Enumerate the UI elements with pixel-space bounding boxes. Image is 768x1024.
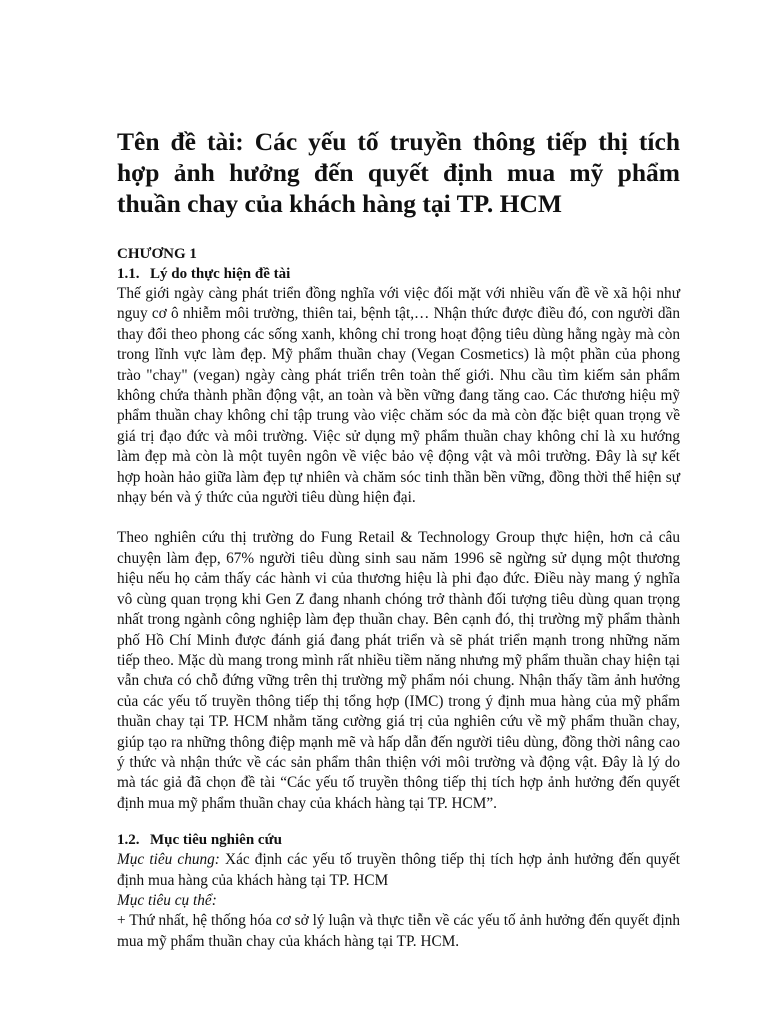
section-heading-1-2 [117,830,680,850]
specific-objective-item: + Thứ nhất, hệ thống hóa cơ sở lý luận và thực tiễn về các yếu tố ảnh hưởng đến quyết định mua mỹ phẩm thuần chay của khách hàng tại TP. HCM. [117,912,680,950]
section-title: Mục tiêu nghiên cứu [150,832,282,849]
general-objective [117,850,680,891]
chapter-heading: CHƯƠNG 1 [117,246,197,262]
paragraph: Theo nghiên cứu thị trường do Fung Retail & Technology Group thực hiện, hơn cả câu chuyện làm đẹp, 67% người tiêu dùng sinh sau năm 1996 sẽ ngừng sử dụng một thương hiệu nếu họ cảm thấy các hành vi của thương hiệu là phi đạo đức. Điều này mang ý nghĩa vô cùng quan trọng khi Gen Z đang nhanh chóng trở thành đối tượng tiêu dùng quan trọng nhất trong ngành công nghiệp làm đẹp thuần chay. Bên cạnh đó, thị trường mỹ phẩm thành phố Hồ Chí Minh được đánh giá đang phát triển và sẽ phát triển mạnh trong những năm tiếp theo. Mặc dù mang trong mình rất nhiều tiềm năng nhưng mỹ phẩm thuần chay hiện tại vẫn chưa có chỗ đứng vững trên thị trường mỹ phẩm nói chung. Nhận thấy tầm ảnh hưởng của các yếu tố truyền thông tiếp thị tổng hợp (IMC) trong ý định mua hàng của mỹ phẩm thuần chay tại TP. HCM nhằm tăng cường giá trị của nghiên cứu về mỹ phẩm thuần chay, giúp tạo ra những thông điệp mạnh mẽ và hấp dẫn đến người tiêu dùng, đồng thời nâng cao ý thức và nhận thức về các sản phẩm thân thiện với môi trường và động vật. Đây là lý do mà tác giả đã chọn đề tài “Các yếu tố truyền thông tiếp thị tích hợp ảnh hưởng đến quyết định mua mỹ phẩm thuần chay của khách hàng tại TP. HCM”. [117,529,680,812]
specific-objective-label: Mục tiêu cụ thể: [117,891,217,909]
section-heading-1-1 [117,264,680,284]
document-title: Tên đề tài: Các yếu tố truyền thông tiếp thị tích hợp ảnh hưởng đến quyết định mua mỹ phẩm thuần chay của khách hàng tại TP. HCM [117,127,680,218]
section-title: Lý do thực hiện đề tài [150,266,291,282]
general-objective-text: Xác định các yếu tố truyền thông tiếp thị tích hợp ảnh hưởng đến quyết định mua hàng của khách hàng tại TP. HCM [117,851,681,889]
paragraph: Thế giới ngày càng phát triển đồng nghĩa với việc đối mặt với nhiều vấn đề về xã hội như nguy cơ ô nhiễm môi trường, thiên tai, bệnh tật,… Nhận thức được điều đó, con người dần thay đổi theo phong các sống xanh, không chỉ trong hoạt động tiêu dùng hằng ngày mà còn trong lĩnh vực làm đẹp. Mỹ phẩm thuần chay (Vegan Cosmetics) là một phần của phong trào "chay" (vegan) ngày càng phát triển trên toàn thế giới. Nhu cầu tìm kiếm sản phẩm không chứa thành phần động vật, an toàn và bền vững đang tăng cao. Các thương hiệu mỹ phẩm thuần chay không chỉ tập trung vào việc chăm sóc da mà còn đặc biệt quan trọng về giá trị đạo đức và môi trường. Việc sử dụng mỹ phẩm thuần chay không chỉ là xu hướng làm đẹp mà còn là một tuyên ngôn về việc bảo vệ động vật và môi trường. Đây là sự kết hợp hoàn hảo giữa làm đẹp tự nhiên và chăm sóc tinh thần bền vững, đồng thời thể hiện sự nhạy bén và ý thức của người tiêu dùng hiện đại. [117,285,680,507]
section-number: 1.1. [117,266,140,282]
general-objective-label: Mục tiêu chung: [117,851,220,869]
section-number: 1.2. [117,832,140,849]
